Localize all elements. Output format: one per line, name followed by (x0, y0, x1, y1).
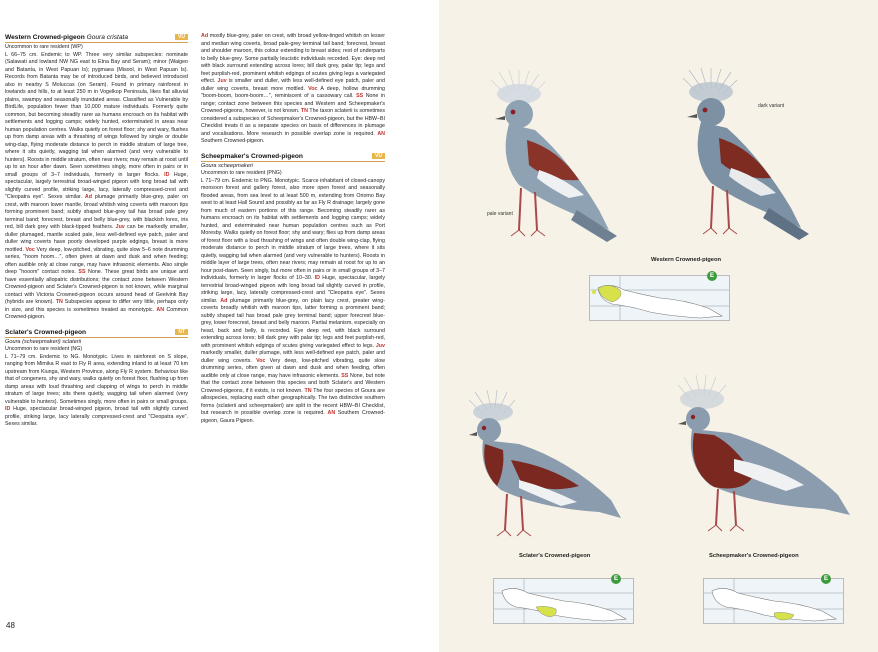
endemic-badge: E (821, 574, 831, 584)
status-badge: VU (372, 153, 385, 159)
segment-text: mostly blue-grey, paler on crest, with broad yellow-tinged whitish on lesser and median wing coverts, broad pale-grey terminal tail band; forecrest, breast and shoulder maroon, this colour extending to breast sides; rest of underparts to belly blue-grey. Some partially leucistic individuals recorded. Eye: deep red with black surround extending across lores; bill dark grey, palar tip; legs and feet purplish-red, prominent whitish edgings of scutes giving legs a variegated effect. (201, 33, 385, 84)
range-map-sclaters (493, 575, 634, 624)
account-text: L 71–79 cm. Endemic to PNG. Monotypic. Scarce inhabitant of closed-canopy monsoon forest and gallery forest, also more open forest and seasonally flooded areas, from sea level to at least 500 m, extending from Oriomo Bay west to at least Hall Sound and possibly as far as Fly R drainage; largely gone from much of eastern portions of this range. Becoming steadily rarer as humans encroach on its habitat with settlements and logging camps; widely hunted, and exterminated near human population centres such as Port Moresby. Walks quietly on forest floor; shy and wary; flies up from damp areas of forest floor with a loud thrashing of wings and often double wing-clap, flying moderate distance to perch in middle stratum of large trees, where it sits quietly, wagging tail when alarmed (and very vulnerable to hunters). Roosts in middle layer of large trees, often near rivers; may remain at roost for up to an hour post-dawn. Seen singly, but more often in pairs or in small groups of 3–7 individuals, formerly in larger flocks of 10–30. (201, 177, 385, 281)
text-column-2 (201, 33, 385, 573)
page-number: 48 (6, 621, 15, 630)
status-badge: VU (175, 34, 188, 40)
keyword: Ad (84, 194, 92, 200)
account-text: L 71–79 cm. Endemic to NG. Monotypic. Lives in rainforest on S slope, ranging from Mimika R east to Fly R area, extending inland to at least 70 km upstream from Kiunga, Western Province, along Fly R system. Behaviour like that of congeners, shy and wary, walks quietly on forest floor, flushing up from damp areas with loud thrashing and clapping of wings to perch in middle stratum of large trees; sits there quietly, wagging tail when alarmed (very vulnerable to hunters). Sometimes singly, more often in pairs or small groups. (5, 353, 188, 405)
segment-text: is smaller and duller, with less well-defined eye patch, paler and duller wing coverts, breast more mottled. (201, 78, 385, 92)
segment-text: Southern Crowned-pigeon, Gaura Pigeon. (201, 410, 385, 424)
endemic-badge: E (707, 271, 717, 281)
western-plate-label: Western Crowned-pigeon (651, 257, 722, 263)
sclaters-plate-label: Sclater's Crowned-pigeon (519, 553, 591, 559)
range-map-graphic (590, 276, 729, 320)
keyword: Ad (201, 33, 209, 39)
keyword: Juv (217, 78, 227, 84)
range-map-graphic (704, 579, 843, 623)
scientific-name: Goura scheepmakeri (201, 162, 253, 169)
dark-variant-label: dark variant (758, 103, 785, 109)
segment-text: None, but note that the contact zone between this species and both Sclater's and Western Crowned-pigeons, if it exists, is not known. (201, 372, 385, 394)
segment-text: Very deep, low-pitched vibrating, quite slow drumming series, often given at dawn and dusk and when feeding, often audible only at close range, may have infrasonic elements. (201, 357, 385, 379)
species-heading (201, 152, 385, 162)
keyword: Juv (375, 342, 385, 349)
species-heading (5, 33, 188, 43)
keyword: AN (156, 306, 165, 313)
keyword: TN (300, 108, 308, 114)
keyword: ID (164, 171, 170, 178)
segment-text: can be markedly smaller, duller plumaged, mantle scaled pale, less well-defined eye patch, paler and duller wing coverts have poorly developed purple edgings, breast is more mottled. (5, 224, 188, 253)
segment-text: Huge, spectacular broad-winged pigeon, broad tail with slightly curved profile, striking large, lacy laterally compressed-crest and "Cleopatra eye". Sexes similar. (5, 406, 188, 427)
species-body (5, 44, 188, 322)
keyword: AN (377, 130, 385, 137)
keyword: ID (314, 275, 320, 281)
segment-text: Subspecies appear to differ very little, perhaps only in size, and this species is sometimes treated as monotypic. (5, 299, 188, 313)
keyword: Voc (256, 357, 266, 364)
segment-text: markedly smaller, duller plumage, with less well-defined eye patch, paler and duller wing coverts. (201, 350, 385, 364)
text-column-1 (5, 33, 188, 643)
range-map-western (589, 272, 730, 321)
keyword: Voc (25, 246, 35, 253)
scheepmakers-plate-label: Scheepmaker's Crowned-pigeon (709, 553, 799, 559)
segment-text: The four species of Goura are allospecies, replacing each other geographically. The two distinctive southern forms (sclaterii and scheepmakeri) are split in the recent HBW–BI Checklist, but research in possible overlap zone is required. (201, 387, 385, 416)
keyword: ID (5, 406, 11, 412)
pale-variant-label: pale variant (487, 211, 513, 217)
range-map-scheepmakers (703, 575, 844, 624)
segment-text: Huge, spectacular, largely terrestrial broad-winged pigeon with long broad tail with slightly curved profile, striking large, lacy, laterally compressed-crest and "Cleopatra eye". Sexes similar. (5, 171, 188, 200)
western-pale-variant-illustration (449, 70, 619, 250)
segment-text: plumage primarily blue-grey, on plain lacy crest, greater wing-coverts broadly whitish with maroon tips, latter forming a prominent band; subtly shaped tail has broad pale grey terminal band; upper forecrest blue-grey, lower forecrest, breast and belly maroon. Partial melanism, especially on head, back and belly, is recorded. Eye deep red, with black surround extending across lores; bill dark grey with palar tip; legs and feet purplish-red, with prominent whitish edgings of scutes giving variegated effect to legs. (201, 297, 385, 349)
common-name: Sclater's Crowned-pigeon (5, 328, 87, 336)
common-name: Scheepmaker's Crowned-pigeon (201, 152, 303, 160)
status-line: Uncommon to rare resident (PNG) (201, 170, 282, 176)
keyword: TN (304, 387, 312, 394)
segment-text: A deep, hollow drumming "boom-boom, boom-boom…", reminiscent of a cassowary call. (201, 85, 385, 99)
keyword: Voc (308, 85, 318, 92)
keyword: SS (78, 269, 86, 275)
keyword: AN (327, 410, 336, 416)
endemic-badge: E (611, 574, 621, 584)
species-body (5, 346, 188, 429)
segment-text: Very deep, low-pitched, vibrating, quite slow 5–6 note drumming series, "hoom hoom…", often given at dawn and dusk and when feeding; often audible only at close range, may have infrasonic elements. Also single deep "hooom" contact notes. (5, 246, 188, 275)
species-account-scheepmakers (201, 152, 385, 426)
segment-text: plumage primarily blue-grey, paler on crest, with maroon lower mantle, broad whitish wing coverts with maroon tips forming prominent band; subtly shaped blue-grey tail has broad pale grey terminal band; forecrest, breast and belly blue-grey, with blackish lores, iris red, bill dark grey with black-tipped feathers. (5, 194, 188, 230)
segment-text: Southern Crowned-pigeon. (201, 138, 265, 144)
species-body (201, 170, 385, 425)
scientific-name: Goura cristata (86, 34, 129, 41)
keyword: Ad (220, 297, 228, 304)
species-heading (5, 328, 188, 338)
status-badge: NT (175, 329, 188, 335)
keyword: TN (55, 299, 63, 305)
range-map-graphic (494, 579, 633, 623)
keyword: SS (341, 372, 349, 379)
status-line: Uncommon to rare resident (WP) (5, 44, 83, 50)
species-account-sclaters (5, 328, 188, 429)
segment-text: Huge, spectacular, largely terrestrial broad-winged pigeon with long broad tail slightly curved in profile, striking large, lacy, laterally compressed-crest and "Cleopatra eye". Sexes similar. (201, 275, 385, 304)
sclaters-illustration (449, 390, 624, 560)
keyword: SS (356, 93, 364, 99)
scheepmakers-illustration (654, 375, 854, 555)
segment-text: None. These great birds are unique and have essentially allopatric distributions; the contact zone between Western Crowned-pigeon and Sclater's Crowned-pigeon is not known, while marginal contact with Victoria Crowned-pigeon occurs around head of Geelvink Bay (hybrids are known). (5, 269, 188, 305)
account-text: L 66–75 cm. Endemic to WP. Three very similar subspecies: nominate (Salawati and lowland NW NG east to Etna Bay and Seram); minor (Waigeo and Batanta, in West Papuan Is); pygmaea (Misool, in West Papuan Is). Records from Batanta may be of introduced birds, and believed introduced also in nearby S Moluccas (on Seram). Found in primary rainforest in lowlands and hills, to at least 250 m in Vogelkop Peninsula, likes flat alluvial plains, swampy and seasonally inundated areas. Classified as Vulnerable by BirdLife, population fewer than 10,000 mature individuals. Formerly quite common, but becoming steadily rarer as humans encroach on its habitat with settlements and logging camps; widely hunted, exterminated in areas near human population centres. Walks quietly on forest floor; shy and wary, flushes up from damp areas with a thrashing of wings followed by single or double wing-clap, flying moderate distance to perch in middle stratum of large tree, where it sits quietly, wagging tail when alarmed (and very vulnerable to hunters). Roosts in middle stratum, often near rivers; may remain at roost until up to an hour after dawn. Seen sometimes singly, more often in pairs or in small groups of 3–7 individuals, formerly in larger flocks. (5, 51, 188, 178)
segment-text: Common Crowned-pigeon. (5, 306, 188, 320)
illustration-plate (439, 0, 878, 652)
keyword: Juv (115, 224, 125, 230)
segment-text: The taxon sclaterii is sometimes considered a subspecies of Scheepmaker's Crowned-pigeon, but the HBW–BI Checklist treats it as a separate species on basis of differences in plumage and vocalisations. More research in possible overlap zone is required. (201, 108, 385, 137)
species-body-continued (201, 33, 385, 146)
segment-text: None in range; contact zone between this species and Western and Scheepmaker's Crowned-pigeons, however, is not known. (201, 93, 385, 114)
species-account-western (5, 33, 188, 322)
western-dark-variant-illustration (649, 68, 834, 248)
scientific-name: Goura (scheepmakeri) sclaterii (5, 338, 82, 345)
common-name: Western Crowned-pigeon (5, 34, 85, 41)
status-line: Uncommon to rare resident (NG) (5, 346, 83, 352)
